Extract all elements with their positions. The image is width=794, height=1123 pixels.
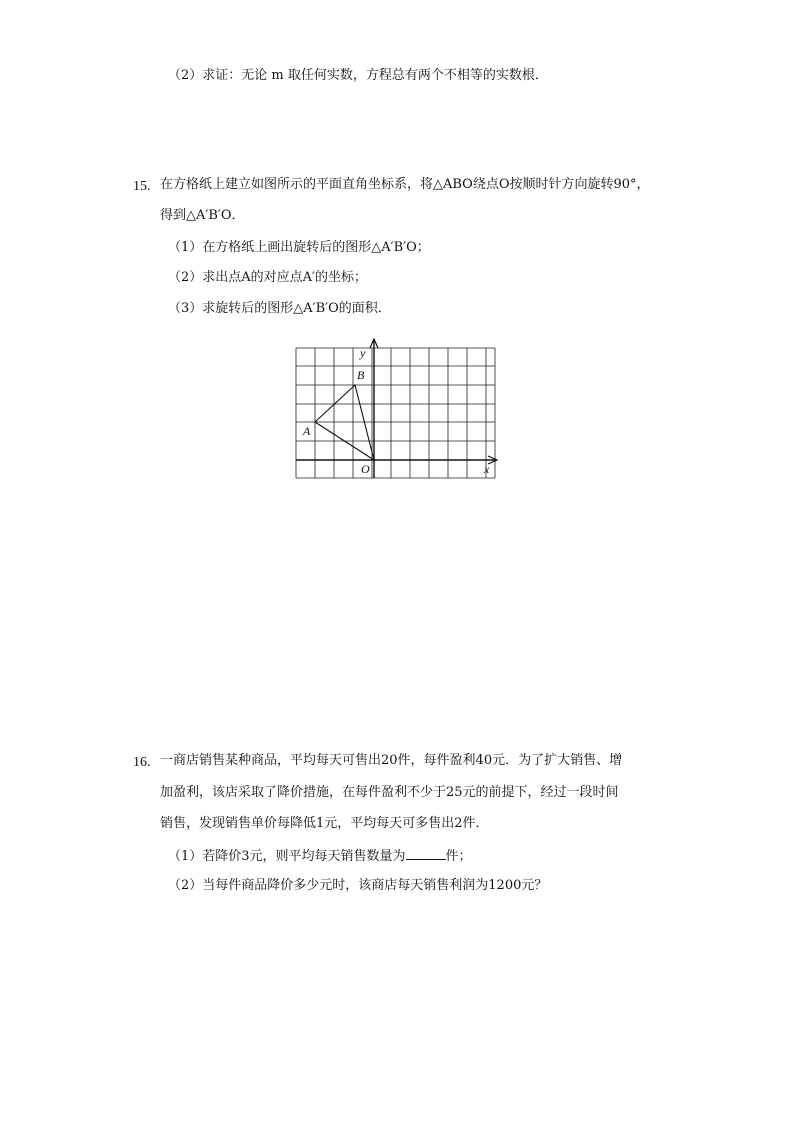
label-y: y xyxy=(360,346,366,360)
q16-part1-suffix: 件； xyxy=(445,849,472,864)
q15-number: 15. xyxy=(133,179,151,194)
q16-stem-line2: 加盈利，该店采取了降价措施，在每件盈利不少于25元的前提下，经过一段时间 xyxy=(160,785,619,800)
q16-part1 xyxy=(168,845,472,867)
label-a: A xyxy=(303,424,311,438)
q15-part2: （2）求出点A的对应点A′的坐标； xyxy=(168,270,367,285)
q16-stem-line3: 销售，发现销售单价每降低1元，平均每天可多售出2件． xyxy=(160,816,489,831)
grid-lines xyxy=(296,348,495,478)
q14-part2: （2）求证：无论 m 取任何实数，方程总有两个不相等的实数根． xyxy=(168,68,548,83)
q16-part1-text: （1）若降价3元，则平均每天销售数量为 xyxy=(168,849,406,864)
q15-part1: （1）在方格纸上画出旋转后的图形△A′B′O； xyxy=(168,240,430,255)
q15-stem-line1: 在方格纸上建立如图所示的平面直角坐标系，将△ABO绕点O按顺时针方向旋转90°， xyxy=(160,177,650,192)
q16-stem-line1: 一商店销售某种商品，平均每天可售出20件，每件盈利40元．为了扩大销售、增 xyxy=(160,753,623,768)
q15-stem-line2: 得到△A′B′O． xyxy=(160,208,245,223)
label-origin: O xyxy=(361,462,370,476)
label-b: B xyxy=(357,368,365,382)
label-x: x xyxy=(484,462,490,476)
answer-blank[interactable] xyxy=(406,845,446,860)
q16-part2: （2）当每件商品降价多少元时，该商店每天销售利润为1200元？ xyxy=(168,878,548,893)
q15-part3: （3）求旋转后的图形△A′B′O的面积． xyxy=(168,301,391,316)
triangle-abo xyxy=(315,385,374,460)
q16-number: 16. xyxy=(133,755,151,770)
coordinate-grid-figure xyxy=(294,338,502,482)
